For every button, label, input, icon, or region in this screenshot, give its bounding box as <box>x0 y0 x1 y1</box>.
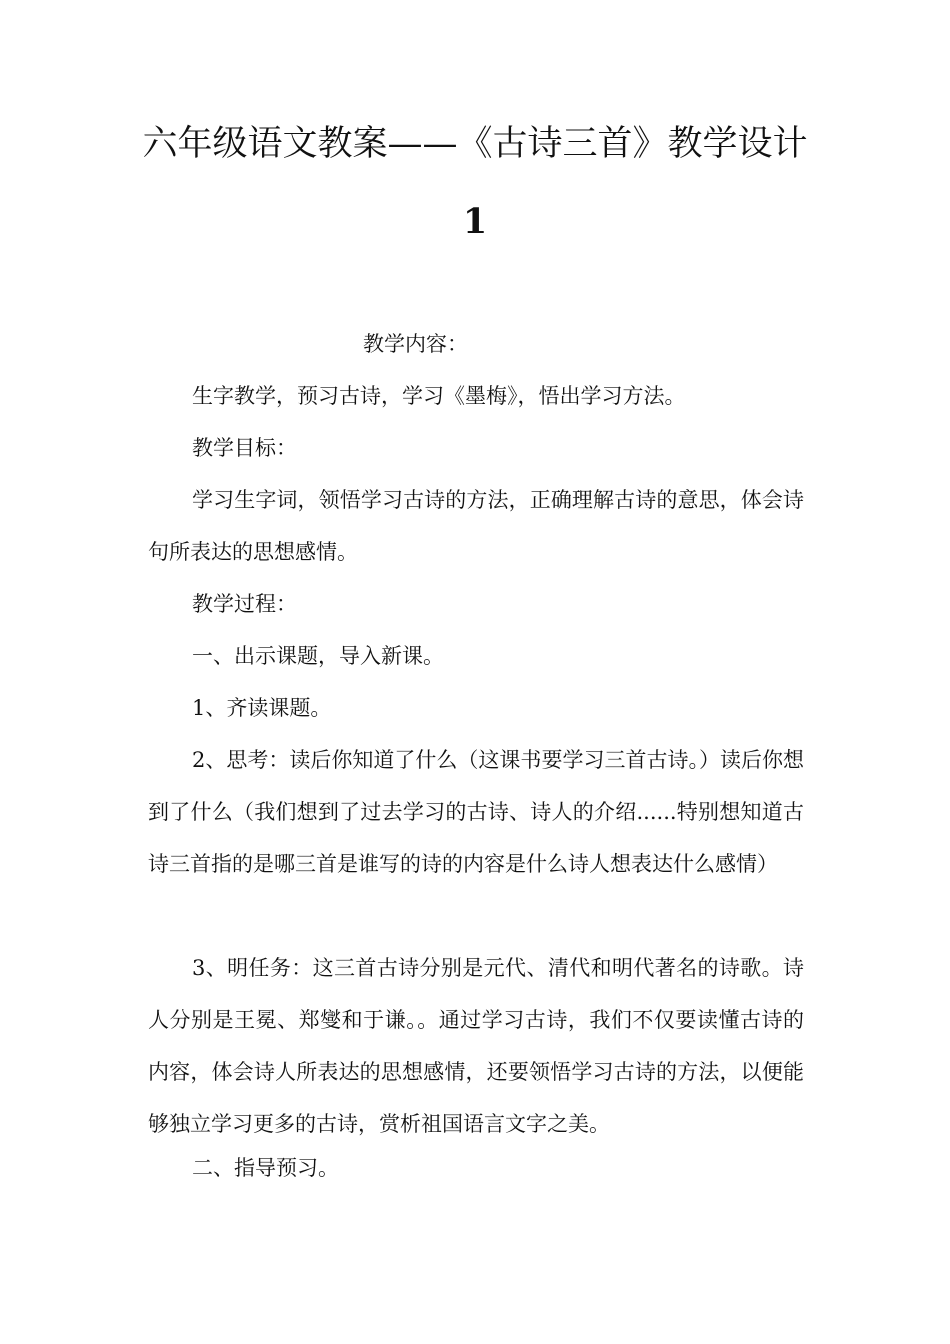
step1-item2: 2、思考：读后你知道了什么（这课书要学习三首古诗。）读后你想到了什么（我们想到了过去学习的古诗、诗人的介绍......特别想知道古诗三首指的是哪三首是谁写的诗的内容是什么诗人想表达什么感情） <box>148 748 804 876</box>
step1-item3: 3、明任务：这三首古诗分别是元代、清代和明代著名的诗歌。诗人分别是王冕、郑燮和于谦。。通过学习古诗，我们不仅要读懂古诗的内容，体会诗人所表达的思想感情，还要领悟学习古诗的方法，以便能够独立学习更多的古诗，赏析祖国语言文字之美。 <box>148 956 804 1136</box>
document-title-number: 1 <box>462 201 488 242</box>
step1-heading: 一、出示课题，导入新课。 <box>192 644 444 668</box>
step1-item1: 1、齐读课题。 <box>192 696 332 720</box>
document-title: 六年级语文教案——《古诗三首》教学设计 <box>142 124 808 164</box>
process-label: 教学过程： <box>192 592 297 616</box>
step2-heading: 二、指导预习。 <box>192 1156 339 1180</box>
content-text: 生字教学，预习古诗，学习《墨梅》，悟出学习方法。 <box>192 384 686 408</box>
goal-text: 学习生字词，领悟学习古诗的方法，正确理解古诗的意思，体会诗句所表达的思想感情。 <box>148 488 804 564</box>
goal-label: 教学目标： <box>192 436 297 460</box>
section-content-label: 教学内容： <box>363 332 468 356</box>
